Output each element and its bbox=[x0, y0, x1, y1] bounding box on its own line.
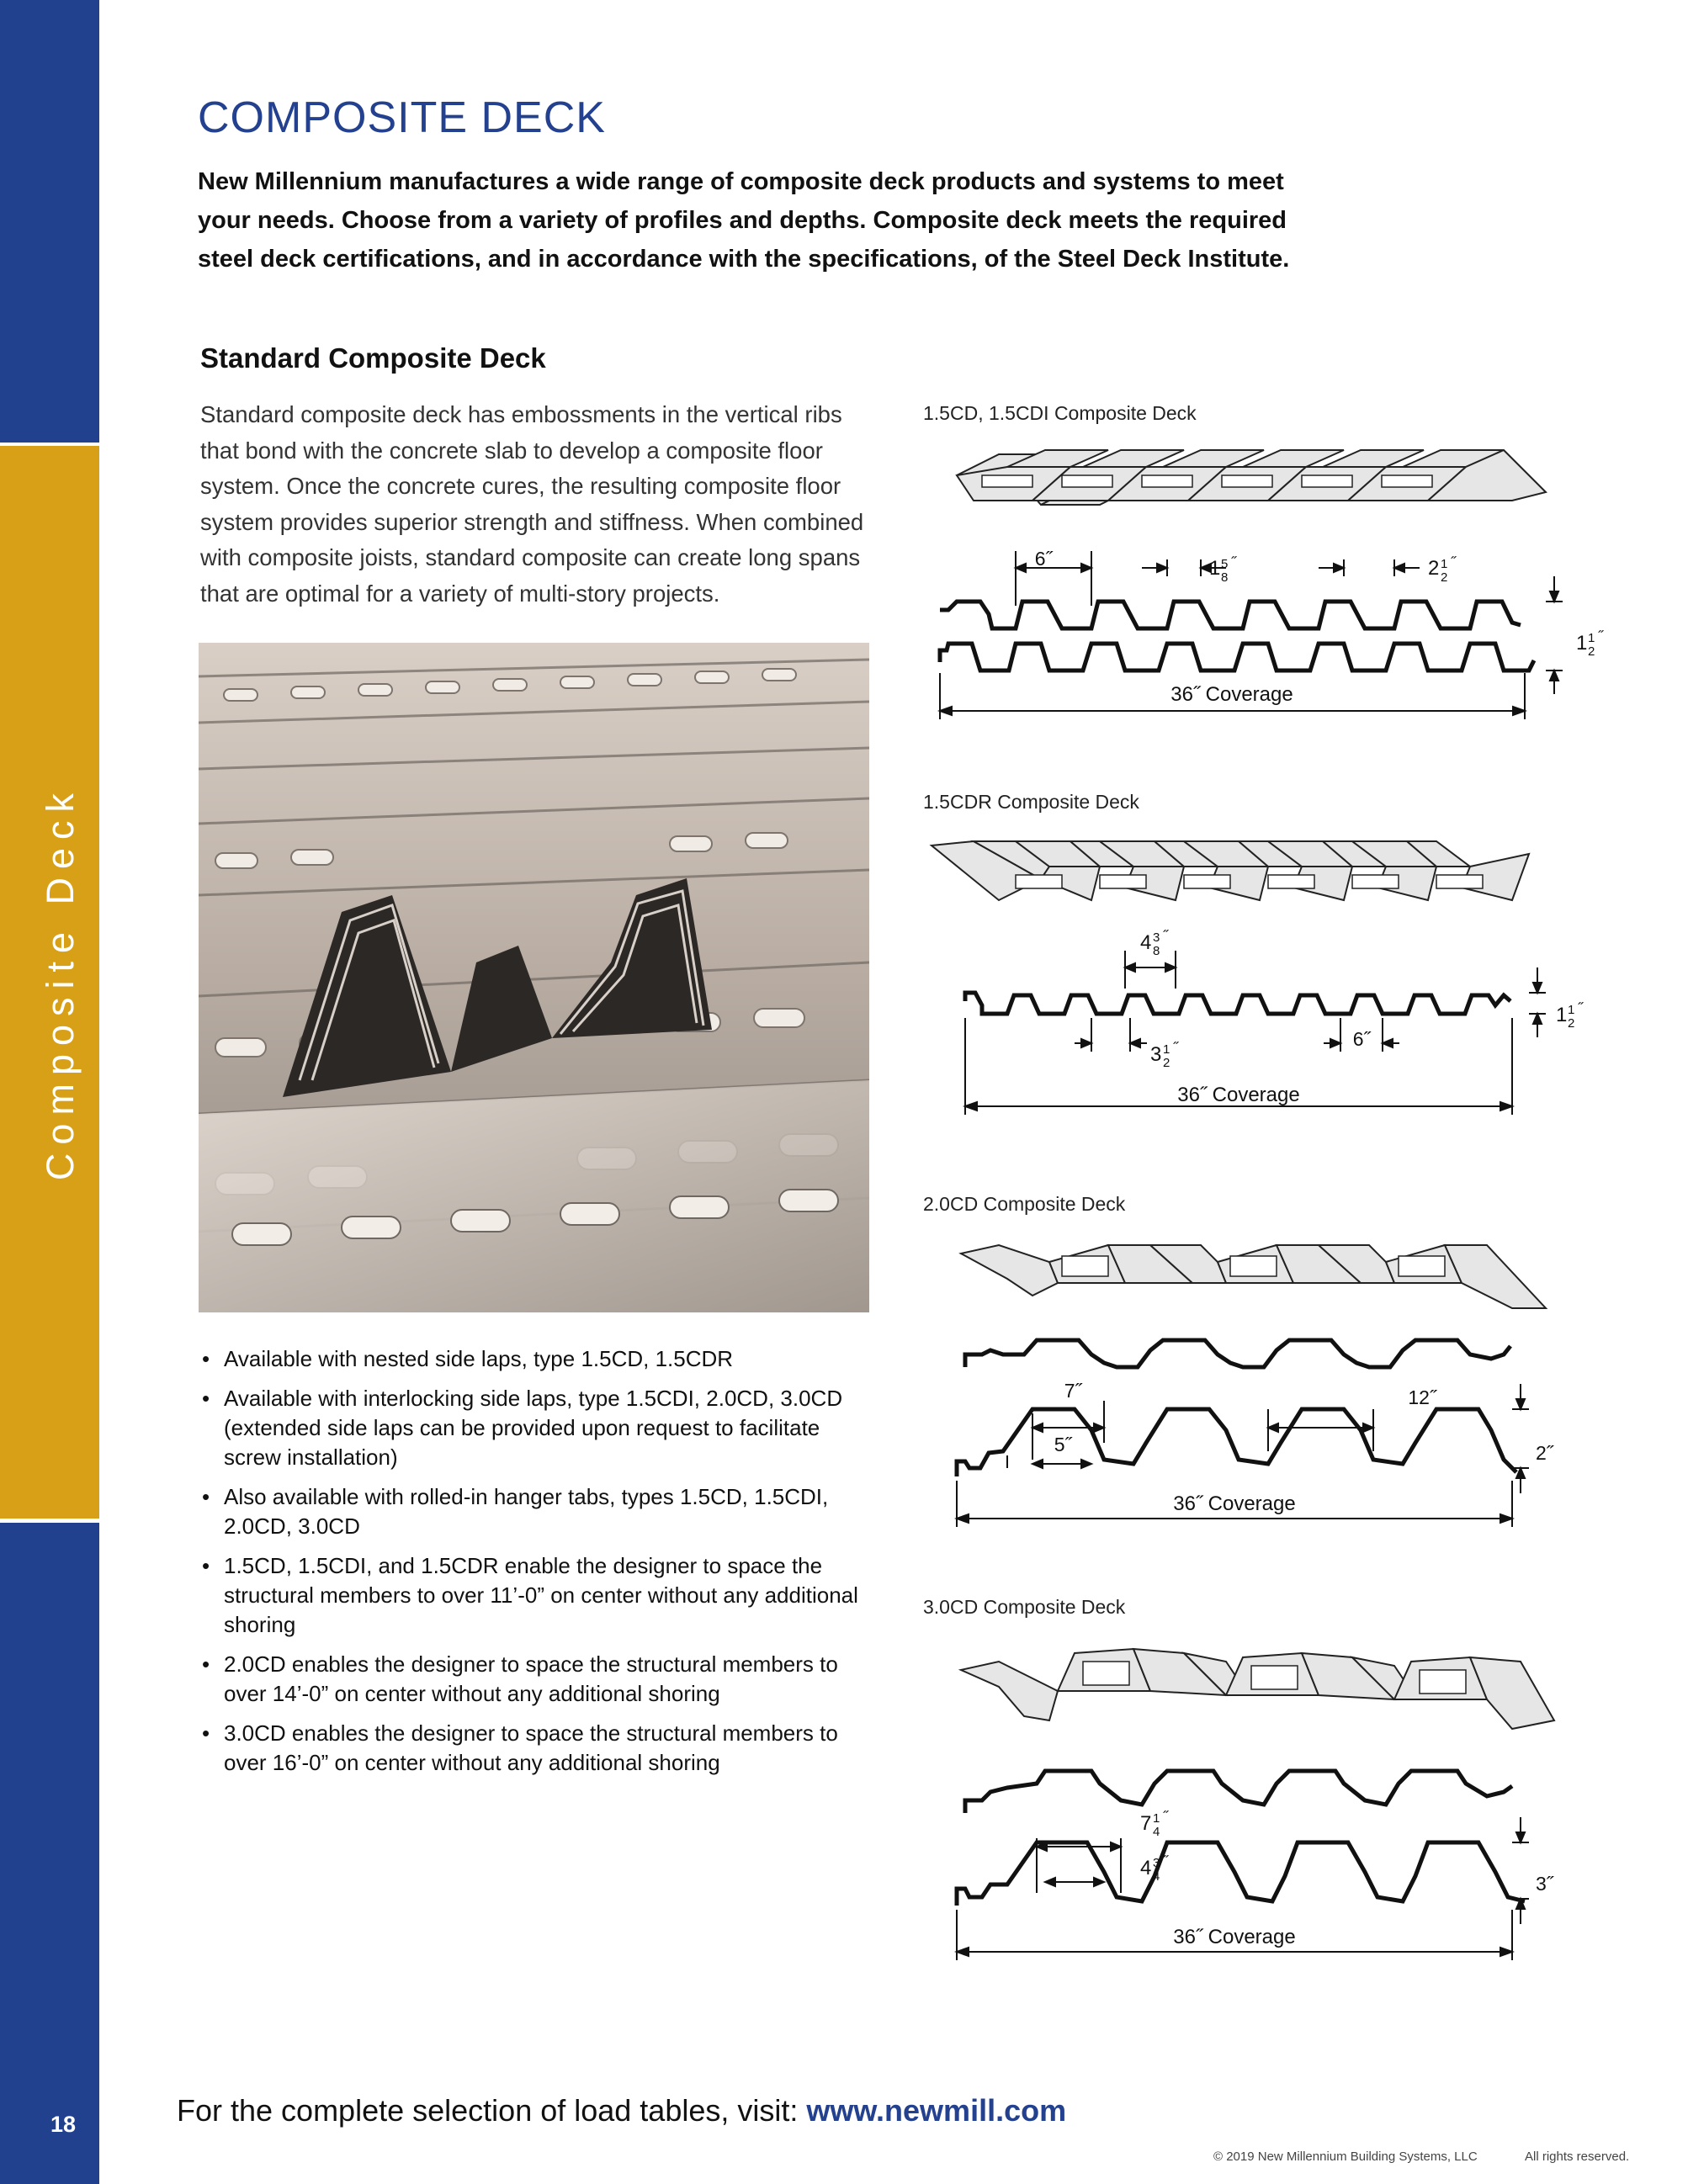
deck-4-dim-a-whole: 7 bbox=[1140, 1812, 1152, 1835]
deck-1-dim-b-whole: 1 bbox=[1209, 557, 1221, 580]
deck-photo bbox=[199, 643, 869, 1312]
footer-line bbox=[177, 2093, 1066, 2128]
deck-2-dim-a-num: 3 bbox=[1153, 930, 1160, 945]
list-item: • 2.0CD enables the designer to space the structural members to over 14’-0” on center without any additional shoring bbox=[199, 1650, 872, 1709]
deck-2-depth-den: 2 bbox=[1568, 1016, 1575, 1031]
section-side-label: Composite Deck bbox=[39, 784, 82, 1181]
list-item: • 1.5CD, 1.5CDI, and 1.5CDR enable the designer to space the structural members to over 11’-0” on center without any additional shoring bbox=[199, 1551, 872, 1640]
deck-3-title: 2.0CD Composite Deck bbox=[923, 1193, 1126, 1215]
deck-1-dim-c-whole: 2 bbox=[1428, 557, 1440, 580]
deck-1-dim-a: 6˝ bbox=[1034, 548, 1053, 570]
side-band-bottom bbox=[0, 1523, 99, 2184]
deck-4-dim-b-whole: 4 bbox=[1140, 1857, 1152, 1879]
deck-1-depth-num: 1 bbox=[1588, 631, 1595, 645]
deck-2-dim-a-whole: 4 bbox=[1140, 931, 1152, 954]
svg-text:˝: ˝ bbox=[1598, 628, 1603, 645]
deck-2-dim-c: 6˝ bbox=[1352, 1028, 1371, 1050]
svg-text:1 bbox=[1209, 557, 1220, 580]
deck-3-dim-b: 5˝ bbox=[1054, 1434, 1072, 1455]
deck-1-title: 1.5CD, 1.5CDI Composite Deck bbox=[923, 402, 1197, 424]
deck-1-dim-c-num: 1 bbox=[1441, 557, 1448, 571]
deck-3-depth: 2˝ bbox=[1536, 1442, 1553, 1464]
section-heading: Standard Composite Deck bbox=[200, 342, 546, 374]
footer-text: For the complete selection of load tables, visit: bbox=[177, 2093, 807, 2128]
deck-3-dim-c: 12˝ bbox=[1408, 1386, 1436, 1408]
svg-text:˝: ˝ bbox=[1231, 554, 1236, 571]
side-band-top bbox=[0, 0, 99, 443]
svg-text:˝: ˝ bbox=[1578, 1000, 1583, 1017]
deck-3-coverage: 36˝ Coverage bbox=[1173, 1492, 1296, 1515]
copyright: © 2019 New Millennium Building Systems, LLC bbox=[1213, 2150, 1478, 2164]
feature-list bbox=[199, 1344, 872, 1788]
deck-1-depth-den: 2 bbox=[1588, 644, 1595, 659]
svg-text:˝: ˝ bbox=[1163, 928, 1168, 945]
deck-4-dim-b-num: 3 bbox=[1153, 1856, 1160, 1870]
deck-4-dim-a-den: 4 bbox=[1153, 1825, 1160, 1839]
deck-4-coverage: 36˝ Coverage bbox=[1173, 1926, 1296, 1948]
svg-text:˝: ˝ bbox=[1163, 1853, 1168, 1870]
deck-4-title: 3.0CD Composite Deck bbox=[923, 1596, 1126, 1618]
list-item: • 3.0CD enables the designer to space the structural members to over 16’-0” on center without any additional shoring bbox=[199, 1719, 872, 1778]
list-item: • Available with nested side laps, type 1.5CD, 1.5CDR bbox=[199, 1344, 872, 1374]
list-item: • Also available with rolled-in hanger tabs, types 1.5CD, 1.5CDI, 2.0CD, 3.0CD bbox=[199, 1482, 872, 1541]
intro-paragraph: New Millennium manufactures a wide range of composite deck products and systems to meet your needs. Choose from a variety of profiles and depths. Composite deck meets the required steel deck certifications, and in accordance with the specifications, of the Steel Deck Institute. bbox=[198, 168, 1290, 273]
deck-4-dim-b-den: 4 bbox=[1153, 1869, 1160, 1884]
list-item: • Available with interlocking side laps, type 1.5CDI, 2.0CD, 3.0CD (extended side laps can be provided upon request to facilitate screw installation) bbox=[199, 1384, 872, 1472]
deck-2-depth-num: 1 bbox=[1568, 1003, 1575, 1017]
rights-reserved: All rights reserved. bbox=[1525, 2150, 1630, 2164]
deck-2-dim-b-num: 1 bbox=[1163, 1042, 1170, 1057]
svg-text:˝: ˝ bbox=[1173, 1040, 1178, 1057]
deck-2-dim-b-whole: 3 bbox=[1150, 1043, 1162, 1066]
deck-4-depth: 3˝ bbox=[1536, 1873, 1553, 1895]
deck-2-dim-a-den: 8 bbox=[1153, 944, 1160, 958]
deck-1-dim-b-num: 5 bbox=[1221, 557, 1229, 571]
deck-4-dim-a-num: 1 bbox=[1153, 1811, 1160, 1826]
deck-2-depth-whole: 1 bbox=[1556, 1004, 1568, 1026]
website-link[interactable]: www.newmill.com bbox=[806, 2093, 1067, 2128]
deck-2-title: 1.5CDR Composite Deck bbox=[923, 791, 1139, 813]
deck-1-diagram bbox=[923, 433, 1630, 724]
svg-text:˝: ˝ bbox=[1451, 554, 1456, 571]
deck-3-dim-a: 7˝ bbox=[1064, 1380, 1082, 1402]
deck-1-coverage: 36˝ Coverage bbox=[1170, 683, 1293, 706]
deck-1-dim-b-den: 8 bbox=[1221, 570, 1229, 585]
deck-4-diagram bbox=[923, 1636, 1630, 1973]
deck-2-dim-b-den: 2 bbox=[1163, 1056, 1170, 1070]
deck-3-diagram bbox=[923, 1232, 1630, 1535]
deck-2-coverage: 36˝ Coverage bbox=[1177, 1084, 1300, 1106]
deck-1-depth-whole: 1 bbox=[1576, 632, 1588, 655]
deck-2-diagram bbox=[923, 829, 1630, 1123]
page-number: 18 bbox=[50, 2112, 77, 2137]
svg-text:˝: ˝ bbox=[1163, 1809, 1168, 1826]
section-body: Standard composite deck has embossments in the vertical ribs that bond with the concrete slab to develop a composite floor system. Once the concrete cures, the resulting composite floor system provides superior strength and stiffness. When combined with composite joists, standard composite can create long spans that are optimal for a variety of multi-story projects. bbox=[200, 401, 864, 607]
page-title: COMPOSITE DECK bbox=[198, 93, 606, 142]
deck-1-dim-c-den: 2 bbox=[1441, 570, 1448, 585]
